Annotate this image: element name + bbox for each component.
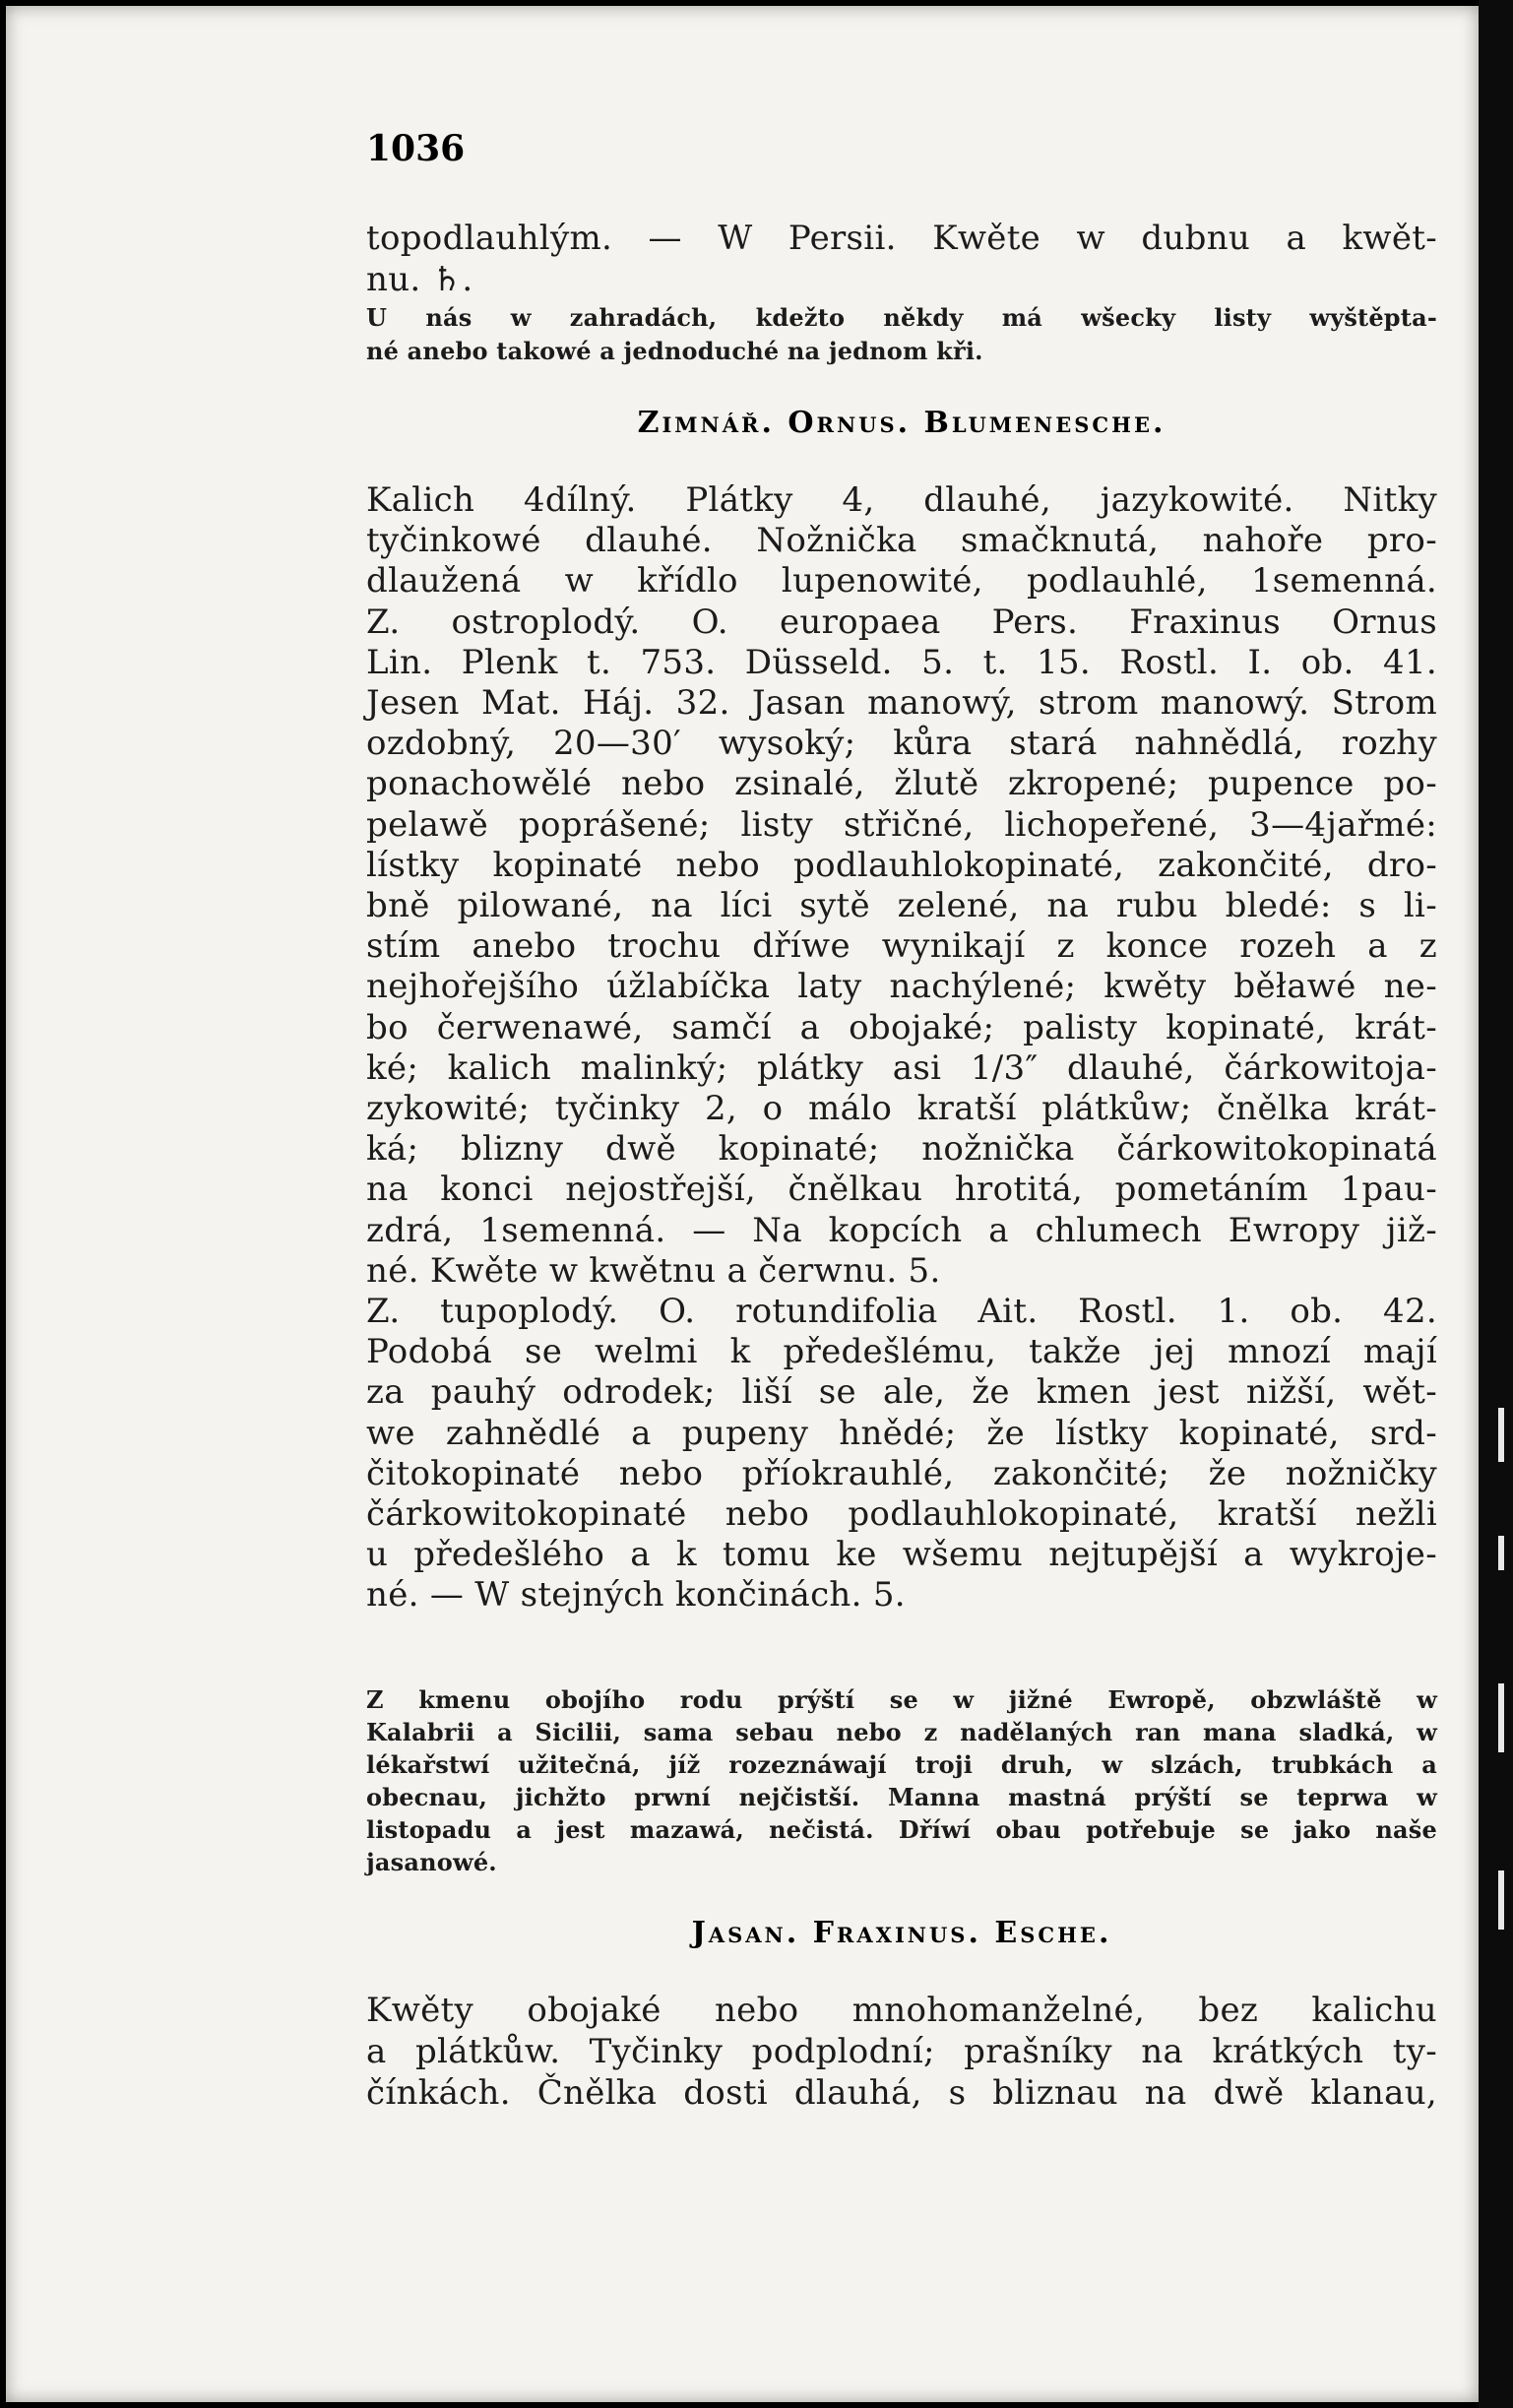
- text-line: Lin. Plenk t. 753. Düsseld. 5. t. 15. Rostl. I. ob. 41.: [366, 642, 1437, 682]
- text-line: ozdobný, 20—30′ wysoký; kůra stará nahnědlá, rozhy: [366, 724, 1437, 764]
- text-line: zykowité; tyčinky 2, o málo kratší plátkůw; čnělka krát-: [366, 1089, 1437, 1128]
- page-number: 1036: [366, 128, 466, 169]
- text-line: čínkách. Čnělka dosti dlauhá, s bliznau na dwě klanau,: [366, 2073, 1437, 2113]
- text-line: bně pilowané, na líci sytě zelené, na rubu bledé: s li-: [366, 886, 1437, 925]
- text-line: Z. ostroplodý. O. europaea Pers. Fraxinus Ornus: [366, 602, 1437, 642]
- text-line: pelawě poprášené; listy střičné, lichopeřené, 3—4jařmé:: [366, 804, 1437, 845]
- text-line: topodlauhlým. — W Persii. Kwěte w dubnu a kwět-: [366, 219, 1437, 258]
- text-line: na konci nejostřejší, čnělkau hrotitá, pometáním 1pau-: [366, 1170, 1437, 1210]
- text-line: ponachowělé nebo zsinalé, žlutě zkropené; pupence po-: [366, 764, 1437, 804]
- text-line: a plátkůw. Tyčinky podplodní; prašníky na krátkých ty-: [366, 2032, 1437, 2071]
- text-line: za pauhý odrodek; liší se ale, že kmen jest nižší, wět-: [366, 1372, 1437, 1413]
- text-line: u předešlého a k tomu ke wšemu nejtupější a wykroje-: [366, 1535, 1437, 1575]
- note-line: U nás w zahradách, kdežto někdy má wšecky listy wyštěpta-: [366, 303, 1437, 332]
- genus-heading: Jasan. Fraxinus. Esche.: [691, 1916, 1112, 1950]
- text-line: zdrá, 1semenná. — Na kopcích a chlumech Ewropy již-: [366, 1210, 1437, 1250]
- text-line: Podobá se welmi k předešlému, takže jej mnozí mají: [366, 1332, 1437, 1372]
- text-line: nejhořejšího úžlabíčka laty nachýlené; kwěty běławé ne-: [366, 967, 1437, 1007]
- text-line: nu. ♄.: [366, 260, 473, 299]
- text-line: né. Kwěte w kwětnu a čerwnu. 5.: [366, 1250, 941, 1291]
- text-line: dlaužená w křídlo lupenowité, podlauhlé, 1semenná.: [366, 561, 1437, 602]
- note-line: jasanowé.: [366, 1848, 497, 1876]
- scan-edge: [1479, 0, 1513, 2408]
- text-line: tyčinkowé dlauhé. Nožnička smačknutá, nahoře pro-: [366, 521, 1437, 561]
- note-line: Kalabrii a Sicilii, sama sebau nebo z nadělaných ran mana sladká, w: [366, 1718, 1437, 1746]
- text-line: bo čerwenawé, samčí a obojaké; palisty kopinaté, krát-: [366, 1007, 1437, 1047]
- text-line: Kwěty obojaké nebo mnohomanželné, bez kalichu: [366, 1991, 1437, 2030]
- text-line: we zahnědlé a pupeny hnědé; že lístky kopinaté, srd-: [366, 1413, 1437, 1453]
- text-line: lístky kopinaté nebo podlauhlokopinaté, zakončité, dro-: [366, 845, 1437, 885]
- scan-edge-mark: [1498, 1408, 1504, 1462]
- scan-edge-mark: [1498, 1536, 1504, 1570]
- text-line: čitokopinaté nebo příokrauhlé, zakončité; že nožničky: [366, 1453, 1437, 1493]
- scan-edge-mark: [1498, 1683, 1504, 1752]
- text-line: Kalich 4dílný. Plátky 4, dlauhé, jazykowité. Nitky: [366, 480, 1437, 520]
- note-line: Z kmenu obojího rodu prýští se w jižné Ewropě, obzwláště w: [366, 1685, 1437, 1714]
- text-line: Z. tupoplodý. O. rotundifolia Ait. Rostl. 1. ob. 42.: [366, 1292, 1437, 1331]
- text-line: né. — W stejných končinách. 5.: [366, 1575, 906, 1616]
- text-line: ké; kalich malinký; plátky asi 1/3″ dlauhé, čárkowitoja-: [366, 1047, 1437, 1088]
- scan-edge-mark: [1498, 1870, 1504, 1930]
- text-line: Jesen Mat. Háj. 32. Jasan manowý, strom manowý. Strom: [366, 683, 1437, 723]
- text-line: čárkowitokopinaté nebo podlauhlokopinaté, kratší nežli: [366, 1494, 1437, 1534]
- note-line: listopadu a jest mazawá, nečistá. Dříwí obau potřebuje se jako naše: [366, 1815, 1437, 1844]
- genus-heading: Zimnář. Ornus. Blumenesche.: [637, 406, 1166, 440]
- note-line: né anebo takowé a jednoduché na jednom kři.: [366, 337, 983, 365]
- text-line: stím anebo trochu dříwe wynikají z konce rozeh a z: [366, 926, 1437, 967]
- note-line: lékařstwí užitečná, jíž rozeznáwají troji druh, w slzách, trubkách a: [366, 1750, 1437, 1779]
- note-line: obecnau, jichžto prwní nejčistší. Manna mastná prýští se teprwa w: [366, 1783, 1437, 1811]
- text-line: ká; blizny dwě kopinaté; nožnička čárkowitokopinatá: [366, 1129, 1437, 1170]
